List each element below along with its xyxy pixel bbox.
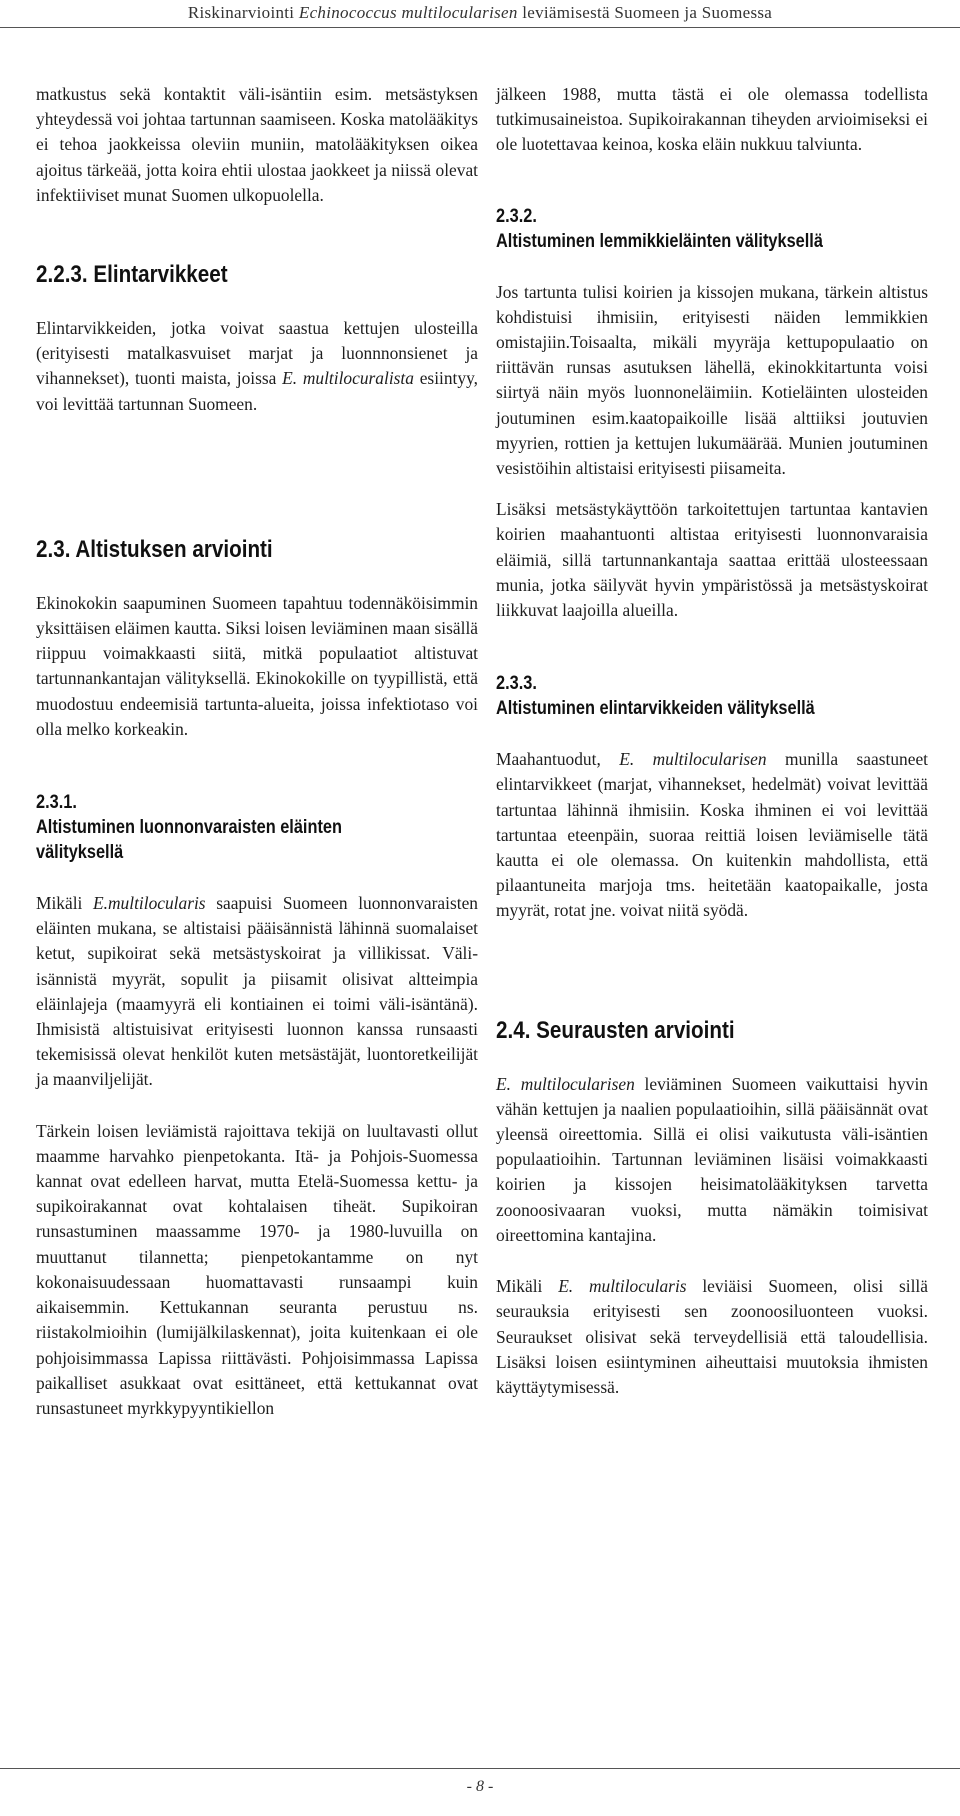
section-heading-2-4: 2.4. Seurausten arviointi [496,1016,735,1044]
subsection-heading-2-3-2 [496,204,928,254]
section-heading-2-2-3: 2.2.3. Elintarvikkeet [36,261,228,289]
paragraph: Jos tartunta tulisi koirien ja kissojen mukana, tärkein altistus kohdistuisi ihmisiin, erityisesti näiden lemmikkien omistajiin.Toisaalta, mikäli myyräja kettupopulaatio on riittävän runsas asutuksen lähellä, ekinokkitartunta voisi siirtyä näin myös luonnoneläimiin. Kotieläinten ulosteiden joutuminen esim.kaatopaikoille lisää alttiiksi joutuvien myyrien, rottien ja kettujen lukumäärää. Munien joutuminen vesistöihin altistaisi erityisesti piisameita. [496,281,928,479]
running-head-text: Riskinarviointi [187,3,299,22]
paragraph: Lisäksi metsästykäyttöön tarkoitettujen tartuntaa kantavien koirien maahantuonti altistaa erityisesti luonnonvaraisia eläimiä, sillä tartunnankantaja saattaa erittää ulosteessaan munia, jotka säilyvät hyvin ympäristössä ja metsästyskoirat liikkuvat laajoilla alueilla. [496,499,928,621]
paragraph: matkustus sekä kontaktit väli-isäntiin esim. metsästyksen yhteydessä voi johtaa tartunnan saamiseen. Koska matolääkitys ei tehoa jaokkeissa oleviin muniin, matolääkityksen oikea ajoitus tärkeää, jotta koira ehtii ulostaa jaokkeet ja niissä olevat infektiiviset munat Suomen ulkopuolella. [36,84,478,205]
paragraph: Maahantuodut, E. multilocularisen munilla saastuneet elintarvikkeet (marjat, vihannekset, hedelmät) voivat levittää tartuntaa lähinnä ihmisiin. Koska ihminen ei voi levittää tartuntaa eteenpäin, suoraa reittiä loisen leviämiselle tätä kautta ei ole olemassa. On kuitenkin mahdollista, että pilaantuneita marjoja tms. heitetään kaatopaikalle, josta myyrät, rotat jne. voivat niitä syödä. [496,749,928,921]
page-number [0,1778,960,1796]
subsection-title: Altistuminen lemmikkieläinten välityksellä [496,230,823,252]
running-head-text-end: leviämisestä Suomeen ja Suomessa [517,3,773,22]
running-head-italic: Echinococcus multilocularisen [298,3,518,22]
footer-rule [0,1768,960,1769]
running-head [0,0,960,26]
subsection-heading-2-3-3 [496,671,928,721]
paragraph: E. multilocularisen leviäminen Suomeen vaikuttaisi hyvin vähän kettujen ja naalien populaatioihin, sillä pääisännät ovat yleensä oireettomia. Sillä ei olisi vaikutusta väli-isäntien populaatioihin. Tartunnan leviäminen lisäisi voimakkaasti koirien ja kissojen heisimatolääkityksen tarvetta zoonoosivaaran vuoksi, mutta nämäkin toimisivat oireettomina kantajina. [496,1073,928,1245]
page-number-text: - 8 - [466,1778,494,1795]
subsection-title: Altistuminen luonnonvaraisten eläinten välityksellä [36,817,342,864]
subsection-title: Altistuminen elintarvikkeiden välityksellä [496,698,815,720]
paragraph: Ekinokokin saapuminen Suomeen tapahtuu todennäköisimmin yksittäisen eläimen kautta. Siksi loisen leviäminen maan sisällä riippuu voimakkaasti siitä, mitkä populaatiot altistuvat tartunnankantajan välityksellä. Ekinokokille on tyypillistä, että muodostuu endeemisiä tartunta-alueita, joissa infektiotaso voi olla melko korkeakin. [36,592,478,739]
subsection-number: 2.3.3. [496,673,537,695]
section-heading-2-3: 2.3. Altistuksen arviointi [36,535,273,563]
subsection-number: 2.3.2. [496,205,537,227]
header-rule [0,27,960,28]
paragraph: jälkeen 1988, mutta tästä ei ole olemassa todellista tutkimusaineistoa. Supikoirakannan tiheyden arvioimiseksi ei ole luotettavaa keinoa, koska eläin nukkuu talviunta. [496,84,928,155]
subsection-number: 2.3.1. [36,792,77,814]
left-column [36,82,478,1421]
paragraph: Mikäli E. multilocularis leviäisi Suomeen, olisi sillä seurauksia erityisesti sen zoonoosiluonteen vuoksi. Seuraukset olisivat sekä terveydellisiä että taloudellisia. Lisäksi loisen esiintyminen aiheuttaisi muutoksia ihmisten käyttäytymisessä. [496,1276,928,1397]
paragraph: Tärkein loisen leviämistä rajoittava tekijä on luultavasti ollut maamme harvahko pienpetokanta. Itä- ja Pohjois-Suomessa kannat ovat edelleen harvat, mutta Etelä-Suomessa kettu- ja supikoirakannat ovat kohtalaisen tiheät. Supikoiran runsastuminen maassamme 1970- ja 1980-luvuilla on muuttanut tilannetta; pienpetokantamme on nyt kokonaisuudessaan huomattavasti runsaampi kuin aikaisemmin. Kettukannan seuranta perustuu ns. riistakolmioihin (lumijälkilaskennat), joita kuitenkaan ei ole pohjoisimmassa Lapissa riittävästi. Pohjoisimmassa Lapissa paikalliset asukkaat ovat esittäneet, että kettukannat ovat runsastuneet myrkkypyyntikiellon [36,1120,478,1418]
paragraph: Mikäli E.multilocularis saapuisi Suomeen luonnonvaraisten eläinten mukana, se altistaisi pääisännistä lähinnä suomalaiset ketut, supikoirat sekä metsästyskoirat ja villikissat. Väli-isännistä myyrät, sopulit ja piisamit olisivat altteimpia eläinlajeja (maamyyrä eli kontiainen ei toimi väli-isäntänä). Ihmisistä altistuisivat erityisesti luonnon kanssa runsaasti tekemisissä olevat henkilöt kuten metsästäjät, luontoretkeilijät ja maanviljelijät. [36,893,478,1090]
right-column [496,82,928,1400]
paragraph: Elintarvikkeiden, jotka voivat saastua kettujen ulosteilla (erityisesti matalkasvuiset marjat ja luonnnonsienet ja vihannekset), tuonti maista, joissa E. multilocuralista esiintyy, voi levittää tartunnan Suomeen. [36,318,479,414]
subsection-heading-2-3-1 [36,790,478,865]
